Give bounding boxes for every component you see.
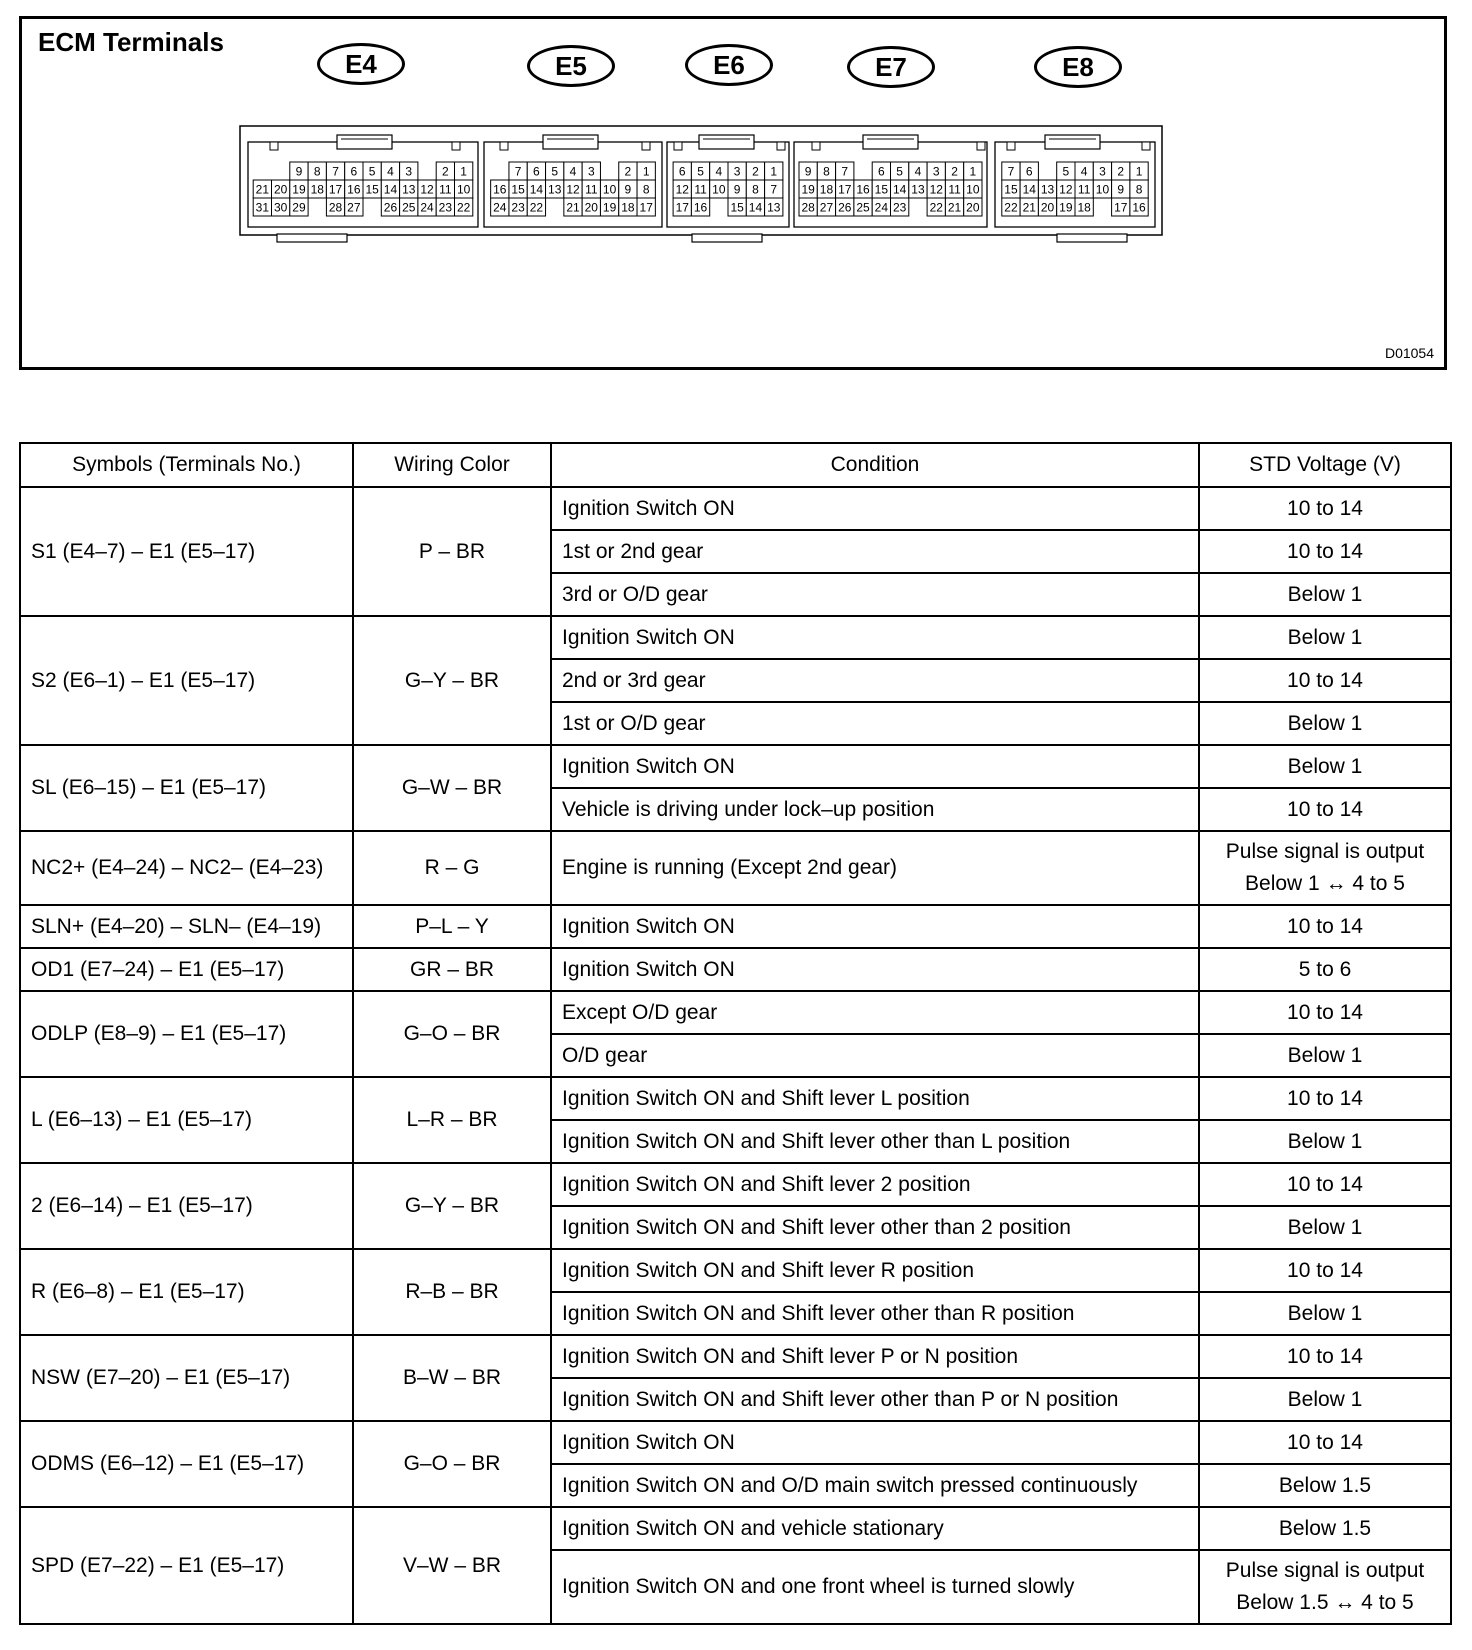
- wiring-color-cell: G–Y – BR: [353, 1163, 551, 1249]
- connector-block: [22, 19, 1444, 367]
- pin-number: 17: [639, 200, 653, 215]
- pin-number: 7: [332, 164, 339, 179]
- pin-number: 24: [493, 200, 507, 215]
- pin-number: 8: [752, 182, 759, 197]
- header-wiring-color: Wiring Color: [353, 443, 551, 487]
- connector-tab: [977, 142, 985, 150]
- pin-number: 20: [1040, 200, 1055, 215]
- pin-number: 19: [1059, 200, 1073, 215]
- pin-number: 9: [295, 164, 303, 179]
- pin-number: 16: [347, 182, 361, 197]
- pin-number: 24: [420, 200, 434, 215]
- pin-number: 9: [804, 164, 812, 179]
- voltage-value: 5 to 6: [1298, 957, 1352, 981]
- wiring-color-cell: G–W – BR: [353, 745, 551, 831]
- pin-number: 15: [1004, 182, 1018, 197]
- voltage-value: Below 1: [1287, 754, 1363, 778]
- pin-number: 3: [932, 164, 940, 179]
- pin-number: 1: [460, 164, 467, 179]
- terminal-symbol-cell: OD1 (E7–24) – E1 (E5–17): [20, 948, 353, 991]
- wiring-color-cell: P – BR: [353, 487, 551, 616]
- pin-number: 10: [456, 182, 471, 197]
- terminal-symbol-cell: ODLP (E8–9) – E1 (E5–17): [20, 991, 353, 1077]
- pin-number: 28: [801, 200, 815, 215]
- pin-number: 12: [420, 182, 434, 197]
- connector-label-e5: E5: [527, 45, 615, 87]
- header-std-voltage: STD Voltage (V): [1199, 443, 1451, 487]
- diagram-title: ECM Terminals: [38, 27, 224, 57]
- pin-number: 11: [585, 182, 598, 197]
- pin-number: 21: [566, 200, 580, 215]
- pin-number: 2: [442, 164, 449, 179]
- pin-number: 25: [856, 200, 870, 215]
- condition-cell: 2nd or 3rd gear: [551, 659, 1199, 702]
- pin-number: 11: [948, 182, 961, 197]
- pin-number: 13: [911, 182, 925, 197]
- table-row: [20, 991, 1451, 1034]
- connector-bottom-latch: [692, 234, 762, 242]
- pin-number: 16: [693, 200, 708, 215]
- pin-number: 3: [405, 164, 413, 179]
- connector-bottom-latch: [1057, 234, 1127, 242]
- connector-label-e7: E7: [847, 46, 935, 88]
- pin-number: 21: [255, 182, 270, 197]
- pin-number: 2: [752, 164, 759, 179]
- pin-number: 13: [402, 182, 416, 197]
- pin-number: 3: [1099, 164, 1106, 179]
- wiring-color-cell: G–Y – BR: [353, 616, 551, 745]
- connector-latch: [863, 135, 918, 149]
- pin-number: 3: [733, 164, 741, 179]
- condition-cell: Ignition Switch ON: [551, 487, 1199, 530]
- voltage-value: Below 1.5 ↔ 4 to 5: [1236, 1591, 1414, 1614]
- pin-number: 6: [350, 164, 358, 179]
- terminal-symbol-cell: SPD (E7–22) – E1 (E5–17): [20, 1507, 353, 1624]
- std-voltage-cell: [1199, 530, 1451, 573]
- condition-cell: Ignition Switch ON: [551, 1421, 1199, 1464]
- terminal-symbol-cell: S1 (E4–7) – E1 (E5–17): [20, 487, 353, 616]
- std-voltage-cell: [1199, 1335, 1451, 1378]
- pin-number: 1: [969, 164, 977, 179]
- pin-number: 5: [368, 164, 376, 179]
- std-voltage-cell: [1199, 1378, 1451, 1421]
- std-voltage-cell: [1199, 831, 1451, 905]
- pin-number: 3: [587, 164, 595, 179]
- pin-number: 10: [602, 182, 617, 197]
- terminal-symbol-cell: SL (E6–15) – E1 (E5–17): [20, 745, 353, 831]
- condition-cell: Ignition Switch ON and Shift lever other than R position: [551, 1292, 1199, 1335]
- pin-number: 9: [624, 182, 632, 197]
- std-voltage-cell: [1199, 1206, 1451, 1249]
- connector-diagram: [19, 16, 1447, 370]
- ecm-terminal-table: [19, 442, 1452, 1625]
- std-voltage-cell: [1199, 1507, 1451, 1550]
- wiring-color-cell: G–O – BR: [353, 1421, 551, 1507]
- table-row: [20, 905, 1451, 948]
- condition-cell: Vehicle is driving under lock–up position: [551, 788, 1199, 831]
- pin-number: 25: [402, 200, 416, 215]
- std-voltage-cell: [1199, 1249, 1451, 1292]
- pin-number: 11: [1077, 182, 1091, 197]
- connector-tab: [500, 142, 508, 150]
- pin-number: 29: [292, 200, 306, 215]
- std-voltage-cell: [1199, 788, 1451, 831]
- connector-label-e8: E8: [1034, 46, 1122, 88]
- pin-number: 2: [624, 164, 632, 179]
- pin-number: 15: [730, 200, 744, 215]
- voltage-value: Pulse signal is output: [1225, 1559, 1425, 1582]
- condition-cell: Ignition Switch ON and Shift lever P or N position: [551, 1335, 1199, 1378]
- voltage-value: Pulse signal is output: [1225, 840, 1425, 863]
- connector-tab: [270, 142, 278, 150]
- pin-number: 5: [697, 164, 704, 179]
- pin-number: 23: [438, 200, 453, 215]
- pin-number: 12: [675, 182, 689, 197]
- condition-cell: Ignition Switch ON and Shift lever other than P or N position: [551, 1378, 1199, 1421]
- table-header-row: [20, 443, 1451, 487]
- std-voltage-cell: [1199, 702, 1451, 745]
- condition-cell: Ignition Switch ON: [551, 745, 1199, 788]
- pin-number: 22: [1004, 200, 1018, 215]
- pin-number: 8: [1135, 182, 1143, 197]
- pin-number: 13: [767, 200, 781, 215]
- pin-number: 17: [675, 200, 689, 215]
- pin-number: 4: [715, 164, 723, 179]
- pin-number: 18: [621, 200, 635, 215]
- pin-number: 26: [838, 200, 852, 215]
- terminal-symbol-cell: ODMS (E6–12) – E1 (E5–17): [20, 1421, 353, 1507]
- connector-tab: [812, 142, 820, 150]
- connector-tab: [642, 142, 650, 150]
- condition-cell: Engine is running (Except 2nd gear): [551, 831, 1199, 905]
- terminal-symbol-cell: R (E6–8) – E1 (E5–17): [20, 1249, 353, 1335]
- std-voltage-cell: [1199, 1163, 1451, 1206]
- std-voltage-cell: [1199, 1550, 1451, 1624]
- pin-number: 11: [694, 182, 707, 197]
- voltage-value: 10 to 14: [1287, 914, 1363, 938]
- pin-number: 17: [838, 182, 852, 197]
- pin-number: 7: [1007, 164, 1015, 179]
- voltage-value: 10 to 14: [1287, 1000, 1363, 1024]
- pin-number: 6: [678, 164, 686, 179]
- pin-number: 8: [642, 182, 650, 197]
- std-voltage-cell: [1199, 659, 1451, 702]
- std-voltage-cell: [1199, 1464, 1451, 1507]
- pin-number: 21: [947, 200, 962, 215]
- pin-number: 31: [255, 200, 270, 215]
- pin-number: 12: [1059, 182, 1073, 197]
- pin-number: 14: [892, 182, 907, 197]
- pin-number: 4: [1080, 164, 1088, 179]
- table-row: [20, 616, 1451, 659]
- pin-number: 9: [1117, 182, 1125, 197]
- pin-number: 20: [273, 182, 288, 197]
- pin-number: 14: [383, 182, 398, 197]
- voltage-value: Below 1.5: [1278, 1473, 1372, 1497]
- table-row: [20, 1163, 1451, 1206]
- voltage-value: Below 1: [1287, 1129, 1363, 1153]
- pin-number: 19: [292, 182, 306, 197]
- pin-number: 13: [1040, 182, 1055, 197]
- header-condition: Condition: [551, 443, 1199, 487]
- pin-number: 4: [914, 164, 922, 179]
- voltage-value: Below 1: [1287, 1387, 1363, 1411]
- figure-code: D01054: [1384, 345, 1434, 361]
- voltage-value: 10 to 14: [1287, 1258, 1363, 1282]
- table-row: [20, 1335, 1451, 1378]
- table-row: [20, 948, 1451, 991]
- table-row: [20, 1507, 1451, 1550]
- pin-number: 14: [748, 200, 763, 215]
- table-row: [20, 745, 1451, 788]
- pin-number: 15: [874, 182, 889, 197]
- table-row: [20, 487, 1451, 530]
- pin-number: 4: [569, 164, 577, 179]
- header-symbols: Symbols (Terminals No.): [20, 443, 353, 487]
- connector-label-e6: E6: [685, 44, 773, 86]
- condition-cell: Ignition Switch ON: [551, 905, 1199, 948]
- pin-number: 10: [712, 182, 726, 197]
- pin-number: 2: [1117, 164, 1125, 179]
- pin-number: 26: [383, 200, 398, 215]
- pin-number: 18: [819, 182, 834, 197]
- connector-tab: [452, 142, 460, 150]
- pin-number: 22: [929, 200, 943, 215]
- voltage-value: Below 1: [1287, 1215, 1363, 1239]
- wiring-color-cell: L–R – BR: [353, 1077, 551, 1163]
- pin-number: 28: [328, 200, 343, 215]
- wiring-color-cell: R – G: [353, 831, 551, 905]
- pin-number: 9: [733, 182, 741, 197]
- pin-number: 5: [1062, 164, 1070, 179]
- wiring-color-cell: P–L – Y: [353, 905, 551, 948]
- pin-number: 6: [533, 164, 540, 179]
- pin-number: 16: [493, 182, 507, 197]
- pin-number: 18: [1077, 200, 1091, 215]
- voltage-value: Below 1 ↔ 4 to 5: [1245, 872, 1405, 895]
- voltage-value: 10 to 14: [1287, 1086, 1363, 1110]
- pin-number: 13: [548, 182, 562, 197]
- pin-number: 22: [456, 200, 471, 215]
- pin-number: 30: [273, 200, 288, 215]
- connector-label-e4: E4: [317, 43, 405, 85]
- terminal-symbol-cell: S2 (E6–1) – E1 (E5–17): [20, 616, 353, 745]
- voltage-value: Below 1: [1287, 582, 1363, 606]
- pin-number: 24: [874, 200, 889, 215]
- std-voltage-cell: [1199, 1120, 1451, 1163]
- condition-cell: Except O/D gear: [551, 991, 1199, 1034]
- std-voltage-cell: [1199, 487, 1451, 530]
- condition-cell: Ignition Switch ON and Shift lever other than L position: [551, 1120, 1199, 1163]
- connector-latch: [543, 135, 598, 149]
- pin-number: 1: [770, 164, 778, 179]
- pin-number: 19: [801, 182, 815, 197]
- voltage-value: 10 to 14: [1287, 797, 1363, 821]
- pin-number: 6: [878, 164, 885, 179]
- std-voltage-cell: [1199, 948, 1451, 991]
- pin-number: 20: [584, 200, 598, 215]
- condition-cell: Ignition Switch ON and O/D main switch pressed continuously: [551, 1464, 1199, 1507]
- pin-number: 10: [1095, 182, 1110, 197]
- std-voltage-cell: [1199, 1292, 1451, 1335]
- pin-number: 1: [1135, 164, 1143, 179]
- connector-tab: [1142, 142, 1150, 150]
- table-row: [20, 1421, 1451, 1464]
- table-row: [20, 1077, 1451, 1120]
- condition-cell: 1st or 2nd gear: [551, 530, 1199, 573]
- pin-number: 19: [602, 200, 617, 215]
- pin-number: 16: [1132, 200, 1146, 215]
- pin-number: 6: [1025, 164, 1033, 179]
- pin-number: 15: [511, 182, 525, 197]
- wiring-color-cell: B–W – BR: [353, 1335, 551, 1421]
- std-voltage-cell: [1199, 1421, 1451, 1464]
- condition-cell: Ignition Switch ON and Shift lever L position: [551, 1077, 1199, 1120]
- terminal-symbol-cell: L (E6–13) – E1 (E5–17): [20, 1077, 353, 1163]
- condition-cell: Ignition Switch ON and one front wheel is turned slowly: [551, 1550, 1199, 1624]
- pin-number: 5: [896, 164, 903, 179]
- condition-cell: Ignition Switch ON and Shift lever R position: [551, 1249, 1199, 1292]
- std-voltage-cell: [1199, 745, 1451, 788]
- pin-number: 12: [929, 182, 943, 197]
- pin-number: 7: [770, 182, 778, 197]
- pin-number: 21: [1022, 200, 1036, 215]
- pin-number: 27: [347, 200, 361, 215]
- terminal-symbol-cell: 2 (E6–14) – E1 (E5–17): [20, 1163, 353, 1249]
- pin-number: 10: [966, 182, 980, 197]
- voltage-value: Below 1: [1287, 1301, 1363, 1325]
- pin-number: 8: [313, 164, 321, 179]
- voltage-value: 10 to 14: [1287, 1344, 1363, 1368]
- condition-cell: Ignition Switch ON and Shift lever 2 position: [551, 1163, 1199, 1206]
- terminal-symbol-cell: NSW (E7–20) – E1 (E5–17): [20, 1335, 353, 1421]
- terminal-symbol-cell: SLN+ (E4–20) – SLN– (E4–19): [20, 905, 353, 948]
- connector-latch: [337, 135, 392, 149]
- pin-number: 15: [365, 182, 379, 197]
- wiring-color-cell: GR – BR: [353, 948, 551, 991]
- pin-number: 7: [841, 164, 849, 179]
- table-row: [20, 1249, 1451, 1292]
- condition-cell: Ignition Switch ON and Shift lever other than 2 position: [551, 1206, 1199, 1249]
- connector-tab: [777, 142, 785, 150]
- pin-number: 14: [529, 182, 544, 197]
- pin-number: 7: [514, 164, 522, 179]
- pin-number: 17: [328, 182, 343, 197]
- voltage-value: 10 to 14: [1287, 539, 1363, 563]
- pin-number: 18: [310, 182, 324, 197]
- connector-latch: [699, 135, 754, 149]
- wiring-color-cell: V–W – BR: [353, 1507, 551, 1624]
- voltage-value: Below 1: [1287, 625, 1363, 649]
- wiring-color-cell: R–B – BR: [353, 1249, 551, 1335]
- pin-number: 2: [951, 164, 958, 179]
- table-row: [20, 831, 1451, 905]
- pin-number: 23: [511, 200, 525, 215]
- table-body: [20, 487, 1451, 1624]
- voltage-value: 10 to 14: [1287, 496, 1363, 520]
- connector-latch: [1045, 135, 1100, 149]
- connector-tab: [1007, 142, 1015, 150]
- voltage-value: Below 1: [1287, 711, 1363, 735]
- voltage-value: Below 1: [1287, 1043, 1363, 1067]
- pin-number: 16: [856, 182, 870, 197]
- pin-number: 23: [892, 200, 907, 215]
- std-voltage-cell: [1199, 1034, 1451, 1077]
- condition-cell: Ignition Switch ON: [551, 616, 1199, 659]
- connector-bottom-latch: [277, 234, 347, 242]
- condition-cell: 1st or O/D gear: [551, 702, 1199, 745]
- pin-number: 20: [966, 200, 980, 215]
- condition-cell: O/D gear: [551, 1034, 1199, 1077]
- std-voltage-cell: [1199, 991, 1451, 1034]
- pin-number: 12: [566, 182, 580, 197]
- condition-cell: Ignition Switch ON and vehicle stationary: [551, 1507, 1199, 1550]
- terminal-symbol-cell: NC2+ (E4–24) – NC2– (E4–23): [20, 831, 353, 905]
- wiring-color-cell: G–O – BR: [353, 991, 551, 1077]
- pin-number: 22: [529, 200, 544, 215]
- std-voltage-cell: [1199, 1077, 1451, 1120]
- voltage-value: 10 to 14: [1287, 1430, 1363, 1454]
- voltage-value: 10 to 14: [1287, 668, 1363, 692]
- pin-number: 1: [642, 164, 650, 179]
- condition-cell: 3rd or O/D gear: [551, 573, 1199, 616]
- condition-cell: Ignition Switch ON: [551, 948, 1199, 991]
- voltage-value: 10 to 14: [1287, 1172, 1363, 1196]
- voltage-value: Below 1.5: [1278, 1516, 1372, 1540]
- connector-tab: [674, 142, 682, 150]
- pin-number: 8: [823, 164, 830, 179]
- std-voltage-cell: [1199, 573, 1451, 616]
- pin-number: 4: [387, 164, 394, 179]
- std-voltage-cell: [1199, 905, 1451, 948]
- std-voltage-cell: [1199, 616, 1451, 659]
- pin-number: 27: [819, 200, 834, 215]
- pin-number: 11: [439, 182, 452, 197]
- pin-number: 5: [551, 164, 559, 179]
- pin-number: 17: [1114, 200, 1128, 215]
- pin-number: 14: [1022, 182, 1036, 197]
